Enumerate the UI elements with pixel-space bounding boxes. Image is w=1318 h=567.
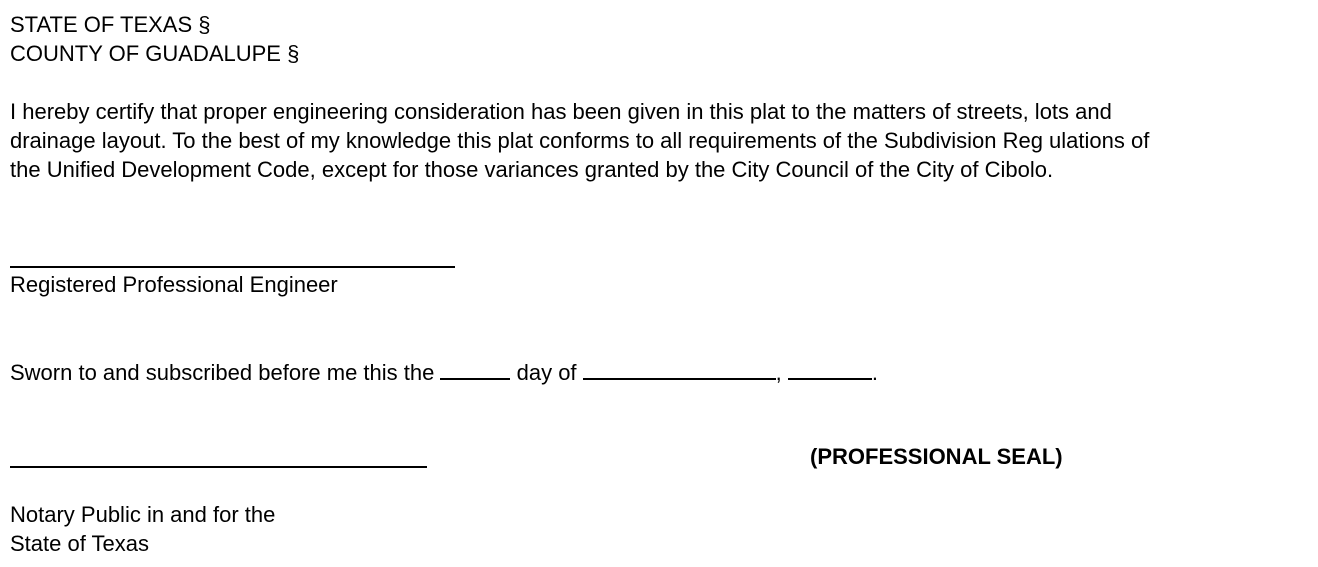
certification-line-2: drainage layout. To the best of my knowledge this plat conforms to all requirements of the Subdivision Reg ulations of xyxy=(10,128,1150,153)
sworn-statement xyxy=(10,356,878,387)
day-blank[interactable] xyxy=(440,356,510,380)
month-blank[interactable] xyxy=(583,356,776,380)
certification-line-3: the Unified Development Code, except for those variances granted by the City Council of the City of Cibolo. xyxy=(10,157,1054,182)
professional-seal-label: (PROFESSIONAL SEAL) xyxy=(810,444,1063,469)
notary-signature-line[interactable] xyxy=(10,466,427,468)
year-blank[interactable] xyxy=(788,356,872,380)
sworn-period: . xyxy=(871,360,879,385)
engineer-signature-line[interactable] xyxy=(10,266,455,268)
notary-label-line-2: State of Texas xyxy=(10,531,150,556)
sworn-text-day-of: day of xyxy=(516,360,577,385)
certification-line-1: I hereby certify that proper engineering consideration has been given in this plat to the matters of streets, lots and xyxy=(10,99,1112,124)
sworn-comma: , xyxy=(775,360,782,385)
state-heading: STATE OF TEXAS § xyxy=(10,12,211,37)
notary-label-line-1: Notary Public in and for the xyxy=(10,502,276,527)
county-heading: COUNTY OF GUADALUPE § xyxy=(10,41,300,66)
engineer-signature-label: Registered Professional Engineer xyxy=(10,272,338,297)
sworn-text-before-day: Sworn to and subscribed before me this the xyxy=(10,360,435,385)
